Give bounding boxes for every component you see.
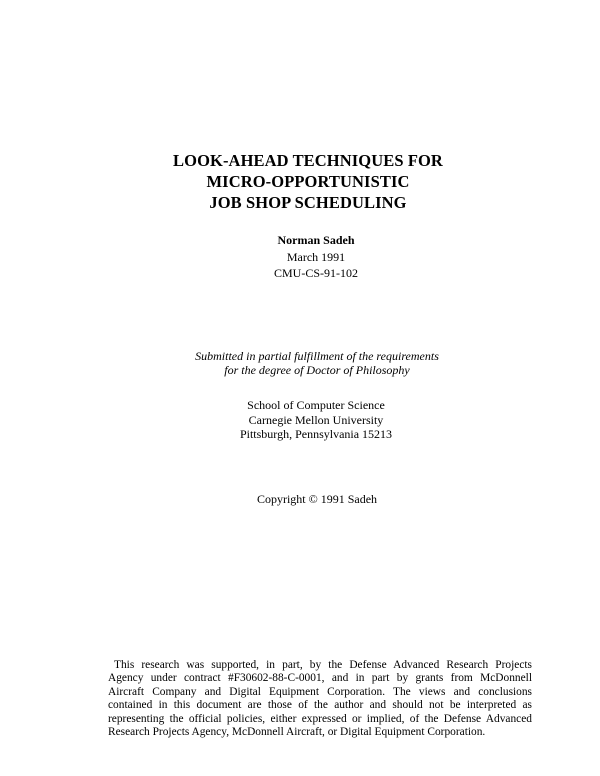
city-address: Pittsburgh, Pennsylvania 15213 <box>239 427 393 441</box>
funding-line-4: contained in this document are those of the author and should not be interpreted as <box>108 699 532 712</box>
funding-line-5: representing the official policies, either expressed or implied, of the Defense Advanced <box>108 712 532 725</box>
submission-statement <box>0 349 600 377</box>
title-line-1: LOOK-AHEAD TECHNIQUES FOR <box>173 151 443 170</box>
title-line-3: JOB SHOP SCHEDULING <box>209 193 407 212</box>
copyright-notice: Copyright © 1991 Sadeh <box>256 492 378 506</box>
university-name: Carnegie Mellon University <box>248 412 384 427</box>
funding-line-6: Research Projects Agency, McDonnell Aircraft, or Digital Equipment Corporation. <box>108 726 486 739</box>
institution-block <box>0 398 600 442</box>
school-name: School of Computer Science <box>247 398 385 412</box>
author-name: Norman Sadeh <box>277 233 355 247</box>
submission-line-2: for the degree of Doctor of Philosophy <box>224 363 410 377</box>
funding-line-1: This research was supported, in part, by the Defense Advanced Research Projects <box>114 659 532 671</box>
funding-line-3: Aircraft Company and Digital Equipment Corporation. The views and conclusions <box>108 685 532 698</box>
submission-line-1: Submitted in partial fulfillment of the requirements <box>195 349 439 363</box>
publication-date: March 1991 <box>286 249 346 264</box>
report-number: CMU-CS-91-102 <box>273 266 358 280</box>
funding-line-2: Agency under contract #F30602-88-C-0001, and in part by grants from McDonnell <box>108 672 532 685</box>
title-line-2: MICRO-OPPORTUNISTIC <box>206 172 410 191</box>
funding-acknowledgement <box>108 659 532 739</box>
author-block <box>0 232 600 282</box>
document-title <box>0 150 600 213</box>
